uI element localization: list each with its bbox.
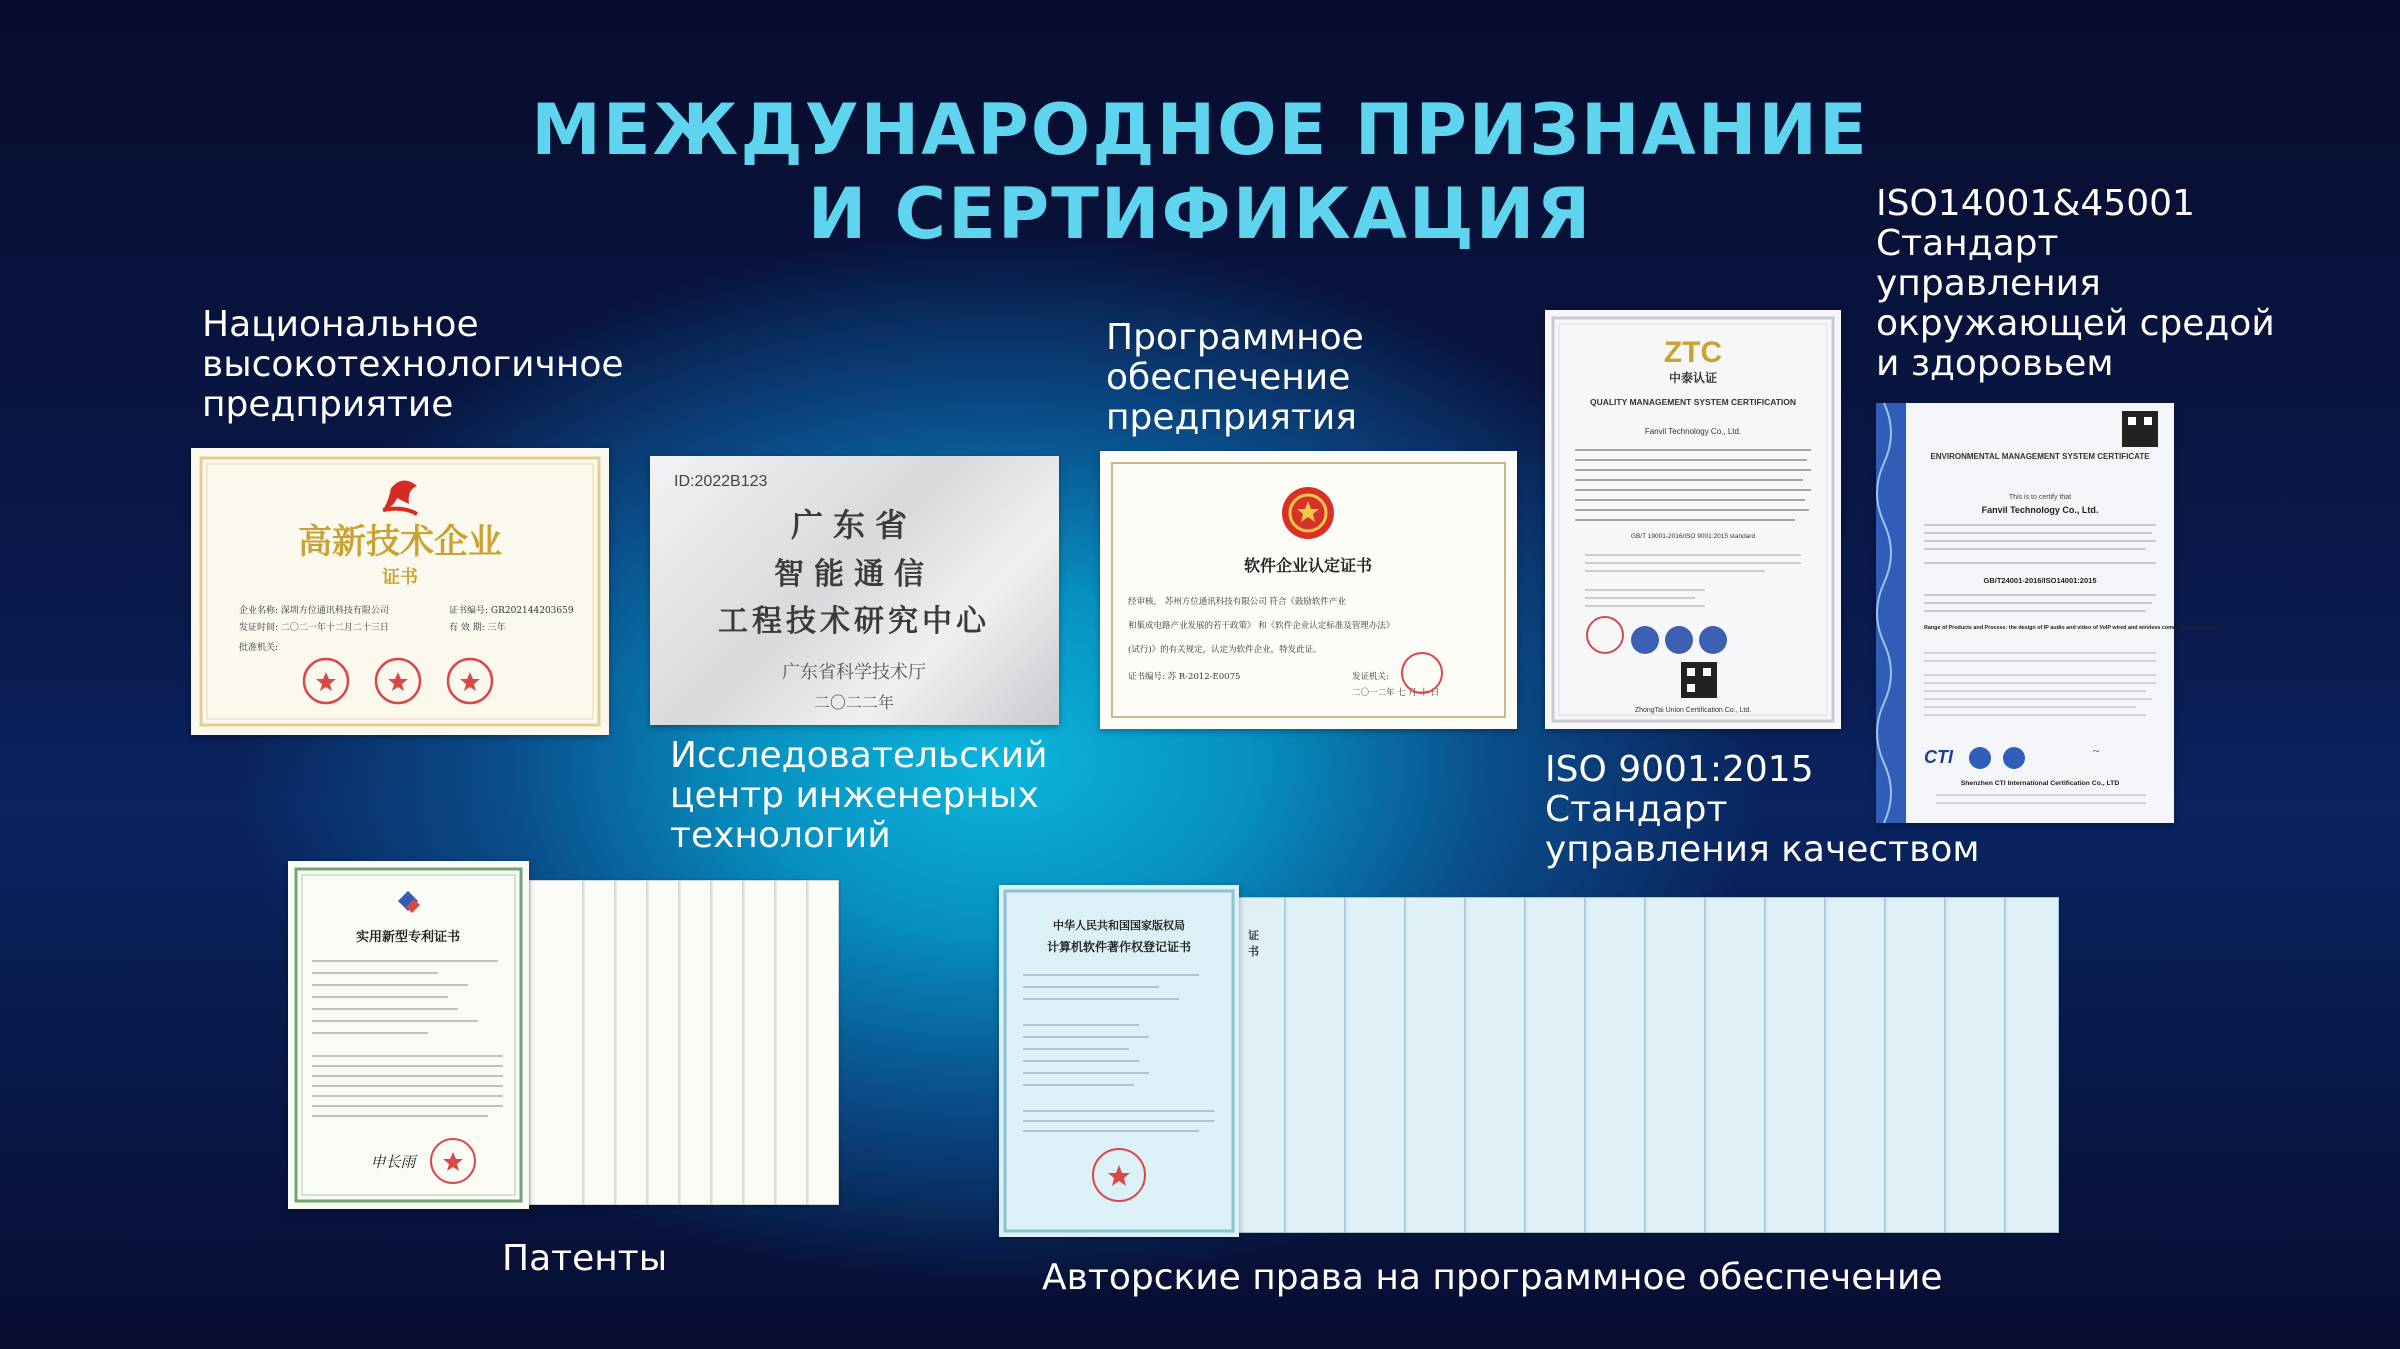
software-number: 证书编号: 苏 R-2012-E0075 [1128, 672, 1241, 682]
iso14001-company: Fanvil Technology Co., Ltd. [1981, 505, 2099, 515]
patent-office-logo-icon [398, 891, 420, 913]
hitech-certificate-image [191, 448, 609, 735]
label-software-enterprise: Программное обеспечение предприятия [1106, 317, 1364, 438]
patent-signature: 申长雨 [370, 1153, 416, 1171]
software-date: 二〇一二年 七 月 十 日 [1352, 688, 1440, 698]
hitech-row1b: 证书编号: GR202144203659 [449, 606, 574, 616]
copyright-stub: 证书 [1248, 929, 1259, 958]
label-iso9001: ISO 9001:2015 Стандарт управления качеством [1545, 749, 1980, 870]
iso14001-certificate-image [1876, 403, 2223, 823]
iso14001-certificate [1876, 403, 2223, 823]
iso14001-certify: This is to certify that [2008, 494, 2072, 501]
svg-text:~: ~ [2092, 744, 2100, 758]
label-patents: Патенты [502, 1238, 668, 1279]
label-iso14001: ISO14001&45001 Стандарт управления окружающей средой и здоровьем [1876, 183, 2275, 384]
plaque-line1: 广东省 [790, 506, 918, 544]
copyright-page [1581, 897, 1645, 1233]
copyright-page [1281, 897, 1345, 1233]
research-center-plaque [650, 456, 1059, 725]
plaque-line3: 工程技术研究中心 [718, 604, 990, 639]
hitech-row3: 批准机关: [239, 643, 279, 653]
hitech-row2: 发证时间: 二〇二一年十二月二十三日 [239, 623, 389, 633]
plaque-line2: 智能通信 [774, 557, 934, 592]
iso14001-logos-icon [1924, 747, 1954, 767]
copyright-page [1461, 897, 1525, 1233]
patent-certificate-front [288, 861, 529, 1209]
iso9001-seal-icon [1587, 617, 1727, 654]
copyright-page [2001, 897, 2059, 1233]
software-body3: (试行)》的有关规定，认定为软件企业，特发此证。 [1128, 645, 1322, 655]
research-center-plaque-image [650, 456, 1059, 725]
copyright-page [1521, 897, 1585, 1233]
iso14001-standard: GB/T24001-2016/ISO14001:2015 [1983, 576, 2097, 585]
hitech-row2b: 有 效 期: 三年 [449, 623, 506, 633]
copyright-page [1341, 897, 1405, 1233]
software-enterprise-certificate [1100, 451, 1517, 729]
copyright-page [1701, 897, 1765, 1233]
iso9001-company: Fanvil Technology Co., Ltd. [1644, 427, 1742, 436]
copyright-page [1761, 897, 1825, 1233]
hitech-heading: 高新技术企业 [298, 522, 502, 562]
software-body2: 和集成电路产业发展的若干政策》 和《软件企业认定标准及管理办法》 [1128, 621, 1395, 631]
iso14001-footer: Shenzhen CTI International Certification Co., LTD [1960, 780, 2120, 787]
iso9001-standard: GB/T 19001-2016/ISO 9001:2015 standard [1630, 533, 1756, 540]
copyright-stack [999, 885, 2057, 1237]
hitech-certificate [191, 448, 609, 735]
iso14001-qr-icon [2122, 411, 2158, 447]
iso9001-brand: 中泰认证 [1668, 371, 1718, 385]
national-emblem-icon [1282, 487, 1334, 539]
copyright-heading: 计算机软件著作权登记证书 [1046, 940, 1192, 954]
plaque-issuer: 广东省科学技术厅 [782, 662, 926, 683]
software-heading: 软件企业认定证书 [1243, 556, 1373, 575]
copyright-page [1641, 897, 1705, 1233]
patent-certificate-image [288, 861, 529, 1209]
hitech-sub: 证书 [382, 567, 418, 588]
software-seal-icon [1402, 653, 1442, 693]
software-enterprise-certificate-image [1100, 451, 1517, 729]
label-national-high-tech: Национальное высокотехнологичное предприятие [202, 304, 624, 425]
copyright-certificate-image [999, 885, 1239, 1237]
copyright-line1: 中华人民共和国国家版权局 [1053, 919, 1185, 932]
copyright-page [1821, 897, 1885, 1233]
svg-text:CTI: CTI [1924, 747, 1953, 767]
iso9001-logo: ZTC [1663, 336, 1723, 369]
iso14001-scope: Range of Products and Process: the design of IP audio and video of VoIP wired and wireless communication devices [1924, 625, 2223, 631]
software-body1: 经审核， 苏州方位通讯科技有限公司 符合《鼓励软件产业 [1128, 597, 1346, 607]
copyright-certificate-front [999, 885, 1239, 1237]
software-issuer: 发证机关: [1352, 672, 1389, 682]
iso9001-footer: ZhongTai Union Certification Co., Ltd. [1634, 707, 1752, 714]
plaque-year: 二〇二二年 [813, 693, 895, 712]
copyright-page [1401, 897, 1465, 1233]
plaque-id: ID:2022B123 [674, 473, 768, 490]
patents-stack [288, 861, 865, 1209]
copyright-page [1881, 897, 1945, 1233]
page-title-line2: И СЕРТИФИКАЦИЯ [807, 173, 1593, 255]
hitech-emblem-icon [383, 480, 417, 514]
copyright-page [1941, 897, 2005, 1233]
hitech-row1: 企业名称: 深圳方位通讯科技有限公司 [239, 606, 389, 616]
iso9001-heading: QUALITY MANAGEMENT SYSTEM CERTIFICATION [1589, 397, 1797, 407]
page-title-line1: МЕЖДУНАРОДНОЕ ПРИЗНАНИЕ [531, 89, 1869, 171]
iso14001-heading: ENVIRONMENTAL MANAGEMENT SYSTEM CERTIFICATE [1930, 452, 2150, 461]
label-copyright: Авторские права на программное обеспечение [1042, 1257, 1943, 1298]
label-research-center: Исследовательский центр инженерных технологий [670, 735, 1048, 856]
qr-code-icon [1681, 662, 1717, 698]
iso9001-certificate-image [1545, 310, 1841, 729]
iso9001-certificate [1545, 310, 1841, 729]
patent-heading: 实用新型专利证书 [355, 930, 461, 945]
